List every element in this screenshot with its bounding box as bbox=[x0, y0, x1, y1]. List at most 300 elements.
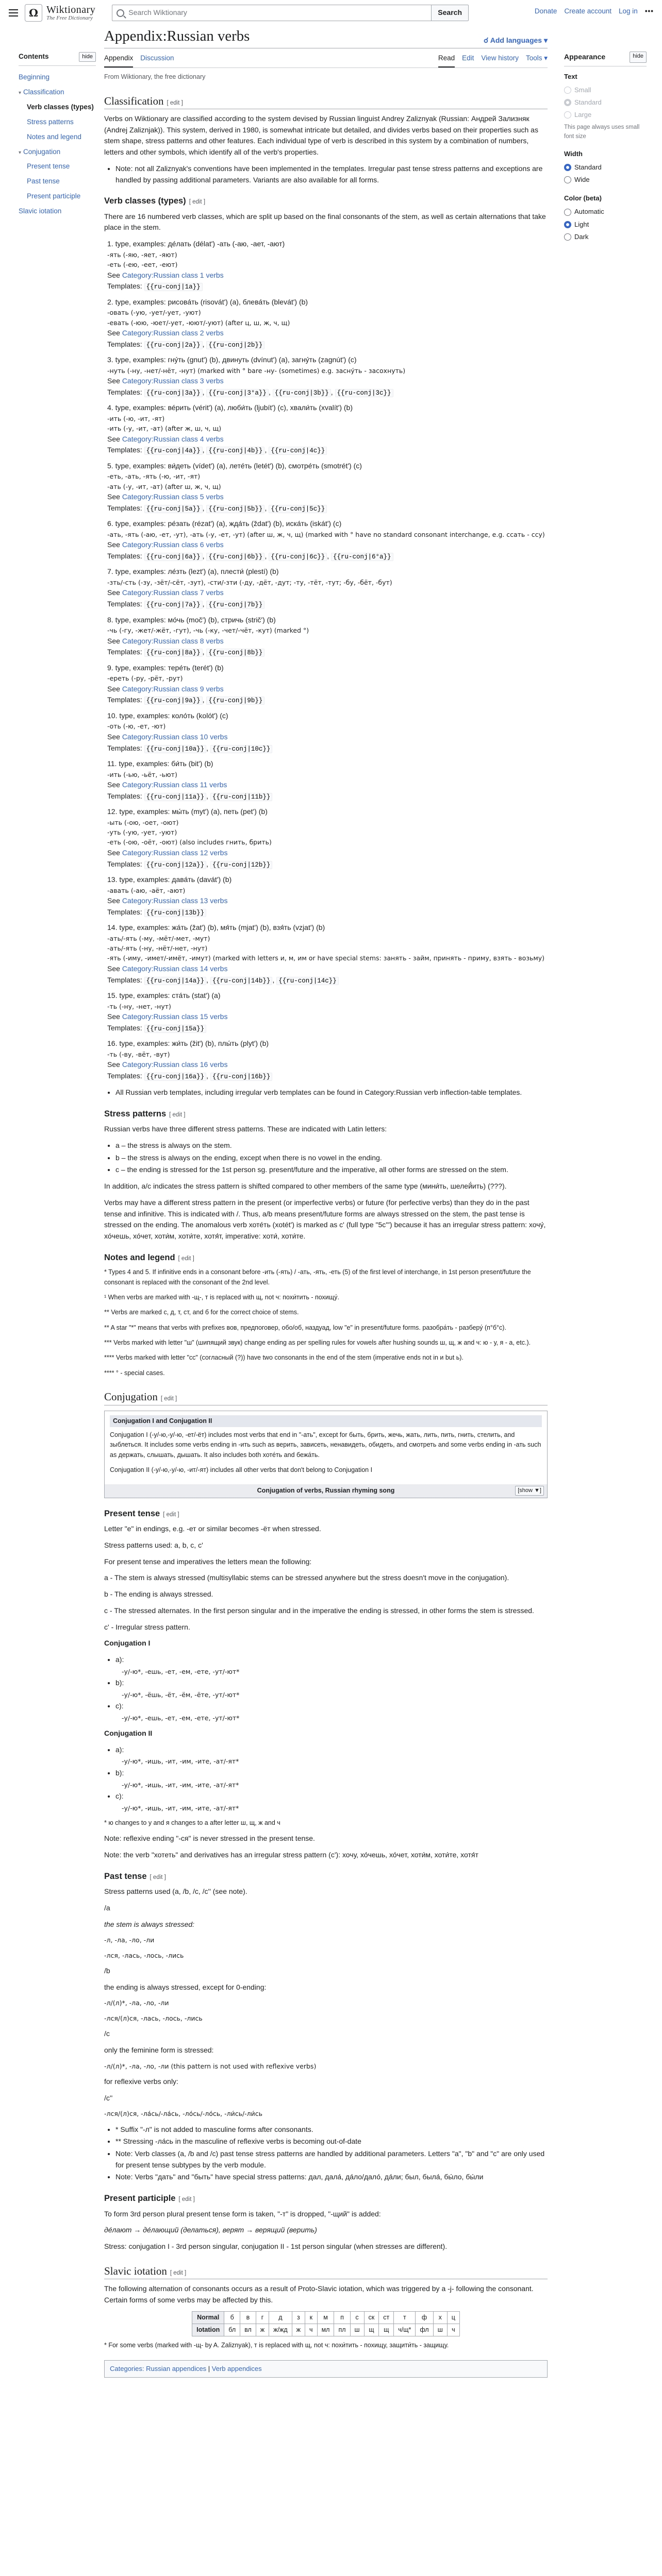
template-code[interactable]: {{ru-conj|4a}} bbox=[144, 447, 203, 455]
verb-class-templates: Templates: {{ru-conj|3a}} , {{ru-conj|3°a}} , {{ru-conj|3b}} , {{ru-conj|3c}} bbox=[107, 387, 548, 398]
template-code[interactable]: {{ru-conj|4c}} bbox=[269, 447, 327, 455]
past-forms: -л/(л)*, -ла, -ло, -ли (this pattern is not used with reflexive verbs) bbox=[104, 2062, 317, 2070]
conjugation-heading: Conjugation [ edit ] bbox=[104, 1389, 548, 1405]
present-paragraph: Letter "е" in endings, e.g. -ет or similar becomes -ёт when stressed. bbox=[104, 1524, 321, 1533]
toc-item[interactable] bbox=[19, 145, 96, 160]
verb-class-forms: -еть (-ею, -еет, -еют) bbox=[107, 261, 178, 269]
templates-label: Templates: bbox=[107, 791, 144, 800]
see-label: See bbox=[107, 377, 122, 385]
color-dark-option[interactable]: Dark bbox=[564, 231, 647, 243]
iotation-cell: п bbox=[334, 2311, 350, 2324]
conjugation-subheading: Conjugation I and Conjugation II bbox=[110, 1415, 542, 1427]
verb-class-templates: Templates: {{ru-conj|12a}} , {{ru-conj|12b}} bbox=[107, 859, 548, 870]
toc-item[interactable] bbox=[19, 189, 96, 204]
toc-item-label: Beginning bbox=[19, 73, 50, 81]
tab-tools[interactable]: Tools ▾ bbox=[525, 54, 548, 62]
verb-class-forms: -ить (-ю, -ит, -ят) bbox=[107, 414, 165, 422]
iotation-cell: с bbox=[350, 2311, 364, 2324]
verb-class-type: 11. type, examples: би́ть (bit') (b) bbox=[107, 759, 213, 768]
toc-item[interactable] bbox=[19, 115, 96, 130]
iotation-cell: г bbox=[256, 2311, 269, 2324]
verb-class-list bbox=[107, 239, 548, 1082]
verb-class-templates bbox=[107, 907, 548, 918]
page-title: Appendix:Russian verbs bbox=[104, 28, 250, 44]
conjugation-ending: -у/-ю*, -ишь, -ит, -им, -ите, -ат/-ят* bbox=[122, 1757, 239, 1766]
text-size-standard-option[interactable]: Standard bbox=[564, 96, 647, 109]
template-code[interactable]: {{ru-conj|5a}} bbox=[144, 505, 203, 513]
see-label: See bbox=[107, 329, 122, 337]
category-link[interactable]: Category:Russian class 15 verbs bbox=[122, 1012, 228, 1021]
text-size-label: Text bbox=[564, 72, 577, 80]
category-link[interactable]: Category:Russian class 16 verbs bbox=[122, 1060, 228, 1069]
category-links: Categories: Russian appendices | Verb appendices bbox=[104, 2360, 548, 2378]
conjugation-box bbox=[104, 1411, 548, 1498]
classification-intro: Verbs on Wiktionary are classified according to the system devised by Russian linguist Andrey Zaliznyak (Russian: Андрей Зализняк (Andrej Zaliznjak)). This system, derived in 1980, is somewhat intricate but detailed, and divides verbs based on their properties such as stem shape, stress patterns and other features. Each individual type of verb is described in this system by a combination of numbers, letters and other symbols, which identify all of the verb's properties. bbox=[104, 114, 538, 157]
appearance-hide-button[interactable]: hide bbox=[630, 52, 647, 63]
verb-class-forms: -ыть (-ою, -оет, -оют) bbox=[107, 818, 179, 826]
legend-note: *** Verbs marked with letter "ш" (шипящий звук) change ending as per spelling rules for vowels after hushing sounds ш, щ, ж and ч: ю - у, я - а, etc.). bbox=[104, 1339, 531, 1347]
create-account-link[interactable]: Create account bbox=[564, 7, 612, 15]
participle-example: де́лают → де́лающий (делаться), верят → верящий (верить) bbox=[104, 2226, 317, 2234]
verb-class-templates: Templates: {{ru-conj|8a}} , {{ru-conj|8b}} bbox=[107, 647, 548, 658]
template-code[interactable]: {{ru-conj|13b}} bbox=[144, 909, 207, 917]
search-icon bbox=[117, 9, 124, 17]
past-forms: -л, -ла, -ло, -ли bbox=[104, 1936, 155, 1944]
toc-item-label: Stress patterns bbox=[27, 117, 74, 126]
legend-note: ** A star "*" means that verbs with prefixes вов, предпоговер, обо/об, наздуад, low "е" in present/future forms. разобра́ть - разберу́ (п°б°с). bbox=[104, 1324, 506, 1331]
verb-classes-intro: There are 16 numbered verb classes, which are split up based on the final consonants of the stem, as well as certain alternations that take place in the stem. bbox=[104, 212, 546, 232]
edit-link[interactable]: [ edit ] bbox=[150, 1874, 166, 1880]
chevron-down-icon[interactable]: ▾ bbox=[19, 90, 22, 96]
navbox-title: Conjugation of verbs, Russian rhyming song bbox=[257, 1487, 395, 1495]
toc-item[interactable] bbox=[19, 159, 96, 174]
category-link[interactable]: Category:Russian class 7 verbs bbox=[122, 588, 224, 597]
verb-class-see bbox=[107, 492, 548, 503]
more-options-icon[interactable]: ••• bbox=[644, 7, 654, 15]
edit-link[interactable]: [ edit ] bbox=[169, 1111, 186, 1118]
templates-label: Templates: bbox=[107, 1023, 144, 1032]
verb-class-see bbox=[107, 1011, 548, 1023]
iotation-cell: ч bbox=[305, 2324, 318, 2336]
verb-class-see bbox=[107, 328, 548, 339]
iotation-cell: фл bbox=[416, 2324, 433, 2336]
verb-class-see bbox=[107, 434, 548, 445]
toc-item-label: Classification bbox=[23, 88, 64, 96]
iotation-cell: д bbox=[269, 2311, 292, 2324]
color-automatic-option[interactable]: Automatic bbox=[564, 206, 647, 218]
site-logo[interactable] bbox=[25, 4, 95, 22]
category-link[interactable]: Category:Russian class 5 verbs bbox=[122, 493, 224, 501]
category-link[interactable]: Category:Russian class 2 verbs bbox=[122, 329, 224, 337]
category-link[interactable]: Category:Russian class 10 verbs bbox=[122, 732, 228, 741]
present-participle-heading: Present participle [ edit ] bbox=[104, 2194, 195, 2204]
toc-item[interactable] bbox=[19, 100, 96, 115]
past-label: /c bbox=[104, 2029, 110, 2038]
navbox-show-button[interactable]: [show ▼] bbox=[515, 1486, 544, 1496]
text-size-small-option[interactable]: Small bbox=[564, 84, 647, 96]
present-paragraph: Note: the verb "хотеть" and derivatives has an irregular stress pattern (c'): хочу, хо́чешь, хо́чет, хоти́м, хоти́те, хотя́т bbox=[104, 1851, 478, 1859]
see-label: See bbox=[107, 434, 122, 443]
classification-heading: Classification [ edit ] bbox=[104, 94, 548, 109]
iotation-cell: в bbox=[240, 2311, 256, 2324]
tab-appendix[interactable]: Appendix bbox=[104, 52, 133, 67]
category-link[interactable]: Category:Russian class 12 verbs bbox=[122, 848, 228, 857]
toc-item-label: Past tense bbox=[27, 177, 60, 185]
verb-class-see bbox=[107, 587, 548, 599]
present-paragraph: c' - Irregular stress pattern. bbox=[104, 1622, 190, 1631]
iotation-cell: вл bbox=[240, 2324, 256, 2336]
edit-link[interactable]: [ edit ] bbox=[170, 2269, 187, 2276]
legend-note: ** Verbs are marked с, д, т, ст, and б for the correct choice of stems. bbox=[104, 1309, 299, 1316]
edit-link[interactable]: [ edit ] bbox=[178, 2196, 195, 2203]
iotation-row-header: Iotation bbox=[192, 2324, 224, 2336]
verb-class-see bbox=[107, 539, 548, 551]
verb-class-forms: -ять (-яю, -яет, -яют) bbox=[107, 250, 177, 259]
text-size-large-option[interactable]: Large bbox=[564, 109, 647, 121]
see-label: See bbox=[107, 684, 122, 693]
verb-class-forms: -ереть (-ру, -рёт, -рут) bbox=[107, 674, 183, 683]
verb-class-forms: -овать (-ую, -ует/-ует, -уют) bbox=[107, 309, 201, 317]
conjugation-paragraph: Conjugation I (-у/-ю,-у/-ю, -ет/-ёт) includes most verbs that end in "-ать", except for быть, брить, жечь, жать, лить, пить, гнить, стелить, and зыблеться. It includes some verbs ending in -ить such as верить, зависеть, ненавидеть, обидеть, and смотреть and some verbs ending in -ать such as держать, слышать, дышать. It also includes both хоте́ть and бежа́ть. bbox=[110, 1431, 541, 1459]
verb-class-item bbox=[107, 1038, 548, 1082]
iotation-cell: мл bbox=[317, 2324, 334, 2336]
iotation-cell: ш bbox=[350, 2324, 364, 2336]
toc-item[interactable] bbox=[19, 130, 96, 145]
radio-icon bbox=[564, 221, 571, 228]
verb-class-templates: Templates: {{ru-conj|6a}} , {{ru-conj|6b}} , {{ru-conj|6c}} , {{ru-conj|6°a}} bbox=[107, 551, 548, 562]
edit-link[interactable]: [ edit ] bbox=[167, 99, 183, 106]
verb-class-type: 13. type, examples: дава́ть (davát') (b) bbox=[107, 875, 232, 884]
from-line: From Wiktionary, the free dictionary bbox=[104, 73, 206, 81]
conjugation-ending: • a): bbox=[115, 1744, 548, 1756]
past-forms: -л/(л)*, -ла, -ло, -ли bbox=[104, 1999, 169, 2007]
category-link[interactable]: Category:Russian class 11 verbs bbox=[122, 780, 227, 789]
conjugation-ending: -у/-ю*, -ишь, -ит, -им, -ите, -ат/-ят* bbox=[122, 1804, 239, 1812]
category-link[interactable]: Category:Russian class 8 verbs bbox=[122, 636, 224, 645]
slavic-iotation-heading: Slavic iotation [ edit ] bbox=[104, 2264, 548, 2279]
verb-class-item bbox=[107, 402, 548, 456]
stress-intro: Russian verbs have three different stress patterns. These are indicated with Latin letters: bbox=[104, 1125, 387, 1133]
past-paragraph: the ending is always stressed, except for 0-ending: bbox=[104, 1982, 267, 1991]
verb-class-forms: -еть, -ать, -ять (-ю, -ит, -ят) bbox=[107, 472, 201, 481]
appearance-panel bbox=[564, 52, 647, 250]
past-paragraph: only the feminine form is stressed: bbox=[104, 2045, 214, 2054]
template-code[interactable]: {{ru-conj|12b}} bbox=[210, 861, 273, 869]
verb-class-templates bbox=[107, 281, 548, 292]
verb-class-forms: -оть (-ю, -ет, -ют) bbox=[107, 722, 166, 731]
verb-class-type: 14. type, examples: жа́ть (žat') (b), мя́ть (mjat') (b), взя́ть (vzjat') (b) bbox=[107, 923, 325, 932]
donate-link[interactable]: Donate bbox=[534, 7, 557, 15]
color-light-option[interactable]: Light bbox=[564, 218, 647, 231]
category-link[interactable]: Category:Russian class 9 verbs bbox=[122, 684, 224, 693]
template-code[interactable]: {{ru-conj|11a}} bbox=[144, 793, 207, 801]
notes-legend-heading: Notes and legend [ edit ] bbox=[104, 1252, 194, 1262]
verb-class-item bbox=[107, 354, 548, 398]
see-label: See bbox=[107, 964, 122, 973]
search-button[interactable]: Search bbox=[432, 5, 469, 21]
verb-class-templates: Templates: {{ru-conj|10a}} , {{ru-conj|10c}} bbox=[107, 743, 548, 754]
radio-icon bbox=[564, 233, 571, 241]
template-code[interactable]: {{ru-conj|15a}} bbox=[144, 1025, 207, 1033]
legend-note: ¹ When verbs are marked with -щ-, т is replaced with щ, not ч: похи́тить - похищу́. bbox=[104, 1293, 339, 1301]
iotation-row-header: Normal bbox=[192, 2311, 224, 2324]
verb-classes-heading: Verb classes (types) [ edit ] bbox=[104, 196, 206, 206]
width-label: Width bbox=[564, 149, 583, 158]
participle-paragraph: Stress: conjugation I - 3rd person singular, conjugation II - 1st person singular (when stresses are different). bbox=[104, 2242, 448, 2251]
past-paragraph: Stress patterns used (a, /b, /c, /c'' (see note). bbox=[104, 1887, 247, 1896]
verb-class-see bbox=[107, 779, 548, 791]
add-languages-button[interactable]: ☌ Add languages ▾ bbox=[483, 36, 548, 44]
template-code[interactable]: {{ru-conj|10a}} bbox=[144, 745, 207, 753]
verb-class-item bbox=[107, 922, 548, 986]
template-code[interactable]: {{ru-conj|14b}} bbox=[210, 977, 273, 985]
templates-label: Templates: bbox=[107, 975, 144, 984]
verb-class-forms: -уть (-ую, -ует, -уют) bbox=[107, 828, 177, 837]
templates-label: Templates: bbox=[107, 743, 144, 752]
stress-paragraph: In addition, a/c indicates the stress pattern is shifted compared to other members of the same type (мини́ть, шелей́ить) (???). bbox=[104, 1182, 507, 1191]
template-code[interactable]: {{ru-conj|7b}} bbox=[206, 601, 264, 609]
legend-note: * Types 4 and 5. If infinitive ends in a consonant before -ить (-ять) / -ать, -ять, -еть (5) of the first level of interchange, in 1st person present/future the consonant is replaced with the consonant of the 2nd level. bbox=[104, 1268, 531, 1286]
chevron-down-icon[interactable]: ▾ bbox=[19, 149, 22, 156]
verb-class-templates bbox=[107, 1023, 548, 1034]
past-note: • Note: Verb classes (a, /b and /c) past tense stress patterns are handled by additional parameters. Letters "a", "b" and "c" are only used for present tense subtypes by the verb module. bbox=[115, 2148, 548, 2171]
search-input[interactable]: Search Wiktionary bbox=[112, 5, 432, 21]
template-code[interactable]: {{ru-conj|16a}} bbox=[144, 1073, 207, 1081]
toc-item[interactable] bbox=[19, 85, 96, 100]
template-code[interactable]: {{ru-conj|9a}} bbox=[144, 697, 203, 705]
stress-patterns-heading: Stress patterns [ edit ] bbox=[104, 1109, 186, 1118]
templates-label: Templates: bbox=[107, 552, 144, 561]
verb-class-item bbox=[107, 518, 548, 562]
edit-link[interactable]: [ edit ] bbox=[178, 1255, 194, 1262]
template-code[interactable]: {{ru-conj|6a}} bbox=[144, 553, 203, 561]
iotation-paragraph: The following alternation of consonants occurs as a result of Proto-Slavic iotation, which was triggered by a -j- following the consonant. Certain forms of some verbs may be affected by this. bbox=[104, 2284, 534, 2304]
radio-icon bbox=[564, 164, 571, 171]
past-paragraph: for reflexive verbs only: bbox=[104, 2077, 178, 2086]
category-link[interactable]: Category:Russian class 13 verbs bbox=[122, 896, 228, 905]
conjugation-ending: • b): bbox=[115, 1677, 548, 1689]
conjugation-ending: • b): bbox=[115, 1768, 548, 1779]
verb-class-forms: -ить (-у, -ит, -ат) (after ж, ш, ч, щ) bbox=[107, 425, 222, 433]
verb-class-see bbox=[107, 963, 548, 975]
present-paragraph: Note: reflexive ending "-ся" is never stressed in the present tense. bbox=[104, 1834, 315, 1843]
categories-label[interactable]: Categories: bbox=[110, 2364, 144, 2372]
template-code[interactable]: {{ru-conj|16b}} bbox=[210, 1073, 273, 1081]
templates-label: Templates: bbox=[107, 696, 144, 704]
present-paragraph: b - The ending is always stressed. bbox=[104, 1590, 213, 1599]
template-code[interactable]: {{ru-conj|4b}} bbox=[206, 447, 264, 455]
verb-class-item bbox=[107, 239, 548, 293]
category-link[interactable]: Verb appendices bbox=[211, 2364, 262, 2372]
templates-label: Templates: bbox=[107, 340, 144, 348]
template-code[interactable]: {{ru-conj|9b}} bbox=[206, 697, 264, 705]
conjugation-2-label: Conjugation II bbox=[104, 1729, 153, 1738]
radio-icon bbox=[564, 209, 571, 216]
conjugation-paragraph: Conjugation II (-у/-ю,-у/-ю, -ит/-ят) includes all other verbs that don't belong to Conjugation I bbox=[110, 1466, 373, 1474]
irregular-note: • All Russian verb templates, including irregular verb templates can be found in Category:Russian verb inflection-table templates. bbox=[115, 1087, 548, 1098]
verb-class-item bbox=[107, 566, 548, 610]
verb-class-forms: -ать, -ять (-аю, -ет, -ут), -ать (-у, -ет, -ут) (after ш, ж, ч, щ) (marked with ° have no standard consonant interchange, e.g. ссать - ссу) bbox=[107, 530, 545, 538]
template-code[interactable]: {{ru-conj|3c}} bbox=[335, 389, 393, 397]
category-link[interactable]: Category:Russian class 6 verbs bbox=[122, 540, 224, 549]
stress-item: • a – the stress is always on the stem. bbox=[115, 1140, 548, 1151]
log-in-link[interactable]: Log in bbox=[619, 7, 638, 15]
verb-class-see bbox=[107, 684, 548, 695]
see-label: See bbox=[107, 1060, 122, 1069]
template-code[interactable]: {{ru-conj|12a}} bbox=[144, 861, 207, 869]
classification-note: • Note: not all Zaliznyak's conventions have been implemented in the templates. Irregular past tense stress patterns and exceptions are handled by passing additional parameters. Variants are also available for all forms. bbox=[115, 163, 548, 185]
verb-class-see bbox=[107, 895, 548, 907]
participle-paragraph: To form 3rd person plural present tense form is taken, "-т" is dropped, "-щий" is added: bbox=[104, 2209, 381, 2218]
iotation-cell: ч/щ* bbox=[394, 2324, 416, 2336]
tab-edit[interactable]: Edit bbox=[462, 54, 474, 62]
template-code[interactable]: {{ru-conj|7a}} bbox=[144, 601, 203, 609]
edit-link[interactable]: [ edit ] bbox=[160, 1396, 177, 1402]
verb-class-item bbox=[107, 297, 548, 351]
verb-class-type: 2. type, examples: рисова́ть (risovát') (a), блева́ть (blevát') (b) bbox=[107, 297, 308, 306]
iotation-cell: бл bbox=[224, 2324, 240, 2336]
conjugation-ending: -у/-ю*, -ёшь, -ёт, -ём, -ёте, -ут/-ют* bbox=[122, 1690, 240, 1699]
see-label: See bbox=[107, 848, 122, 857]
verb-class-item bbox=[107, 663, 548, 706]
template-code[interactable]: {{ru-conj|11b}} bbox=[210, 793, 273, 801]
template-code[interactable]: {{ru-conj|6b}} bbox=[206, 553, 264, 561]
verb-class-type: 7. type, examples: ле́зть (lezt') (a), плести́ (plestí) (b) bbox=[107, 567, 279, 576]
main-menu-button[interactable] bbox=[6, 6, 21, 20]
stress-paragraph: Verbs may have a different stress pattern in the present (or imperfective verbs) or future (for perfective verbs) than they do in the past tense and infinitive. This is indicated with /. Thus, a/b means present/future forms are always stressed on the stem, the past tense is stressed on the ending. The anomalous verb хоте́ть (xotét') is marked as c' (full type "5c'") because it has an irregular stress pattern: хочу́, хо́чешь, хо́чет, хоти́м, хоти́те, хотя́т, imperative: хоти́, хоти́те. bbox=[104, 1198, 546, 1240]
radio-icon bbox=[564, 87, 571, 94]
template-code[interactable]: {{ru-conj|8a}} bbox=[144, 649, 203, 657]
toc-item[interactable] bbox=[19, 204, 96, 219]
conjugation-ending: • a): bbox=[115, 1654, 548, 1666]
toc-item[interactable] bbox=[19, 174, 96, 189]
iotation-cell: ст bbox=[379, 2311, 394, 2324]
past-note: • ** Stressing -ла́сь in the masculine of reflexive verbs is becoming out-of-date bbox=[115, 2136, 548, 2147]
template-code[interactable]: {{ru-conj|6°a}} bbox=[331, 553, 393, 561]
present-footnote: * ю changes to у and я changes to а after letter ш, щ, ж and ч bbox=[104, 1819, 280, 1826]
search-form bbox=[112, 5, 469, 21]
width-standard-option[interactable]: Standard bbox=[564, 161, 647, 174]
see-label: See bbox=[107, 780, 122, 789]
iotation-cell: к bbox=[305, 2311, 318, 2324]
verb-class-type: 10. type, examples: коло́ть (kolót') (c) bbox=[107, 711, 228, 720]
tab-view-history[interactable]: View history bbox=[481, 54, 519, 62]
iotation-cell: ж/жд bbox=[269, 2324, 292, 2336]
past-note: • Note: Verbs "дать" and "быть" have special stress patterns: дал, дала́, да́ло/дало́, да́ли; был, была́, бы́ло, бы́ли bbox=[115, 2172, 548, 2183]
verb-class-templates: Templates: {{ru-conj|5a}} , {{ru-conj|5b}} , {{ru-conj|5c}} bbox=[107, 503, 548, 514]
verb-class-forms: -ть (-ну, -нет, -нут) bbox=[107, 1002, 171, 1010]
templates-label: Templates: bbox=[107, 859, 144, 868]
iotation-cell: ф bbox=[416, 2311, 433, 2324]
iotation-table bbox=[192, 2311, 460, 2337]
verb-class-type: 16. type, examples: жи́ть (žit') (b), плы́ть (plyt') (b) bbox=[107, 1039, 269, 1048]
verb-class-type: 6. type, examples: ре́зать (rézat') (a), жда́ть (ždat') (b), иска́ть (iskát') (c) bbox=[107, 519, 342, 528]
wiktionary-logo-icon: Ω bbox=[25, 4, 42, 22]
edit-link[interactable]: [ edit ] bbox=[189, 199, 206, 206]
template-code[interactable]: {{ru-conj|14a}} bbox=[144, 977, 207, 985]
template-code[interactable]: {{ru-conj|8b}} bbox=[206, 649, 264, 657]
category-link[interactable]: Category:Russian class 4 verbs bbox=[122, 434, 224, 443]
template-code[interactable]: {{ru-conj|14c}} bbox=[276, 977, 339, 985]
radio-icon bbox=[564, 176, 571, 183]
verb-class-type: 8. type, examples: мо́чь (moč') (b), стричь (stričʹ) (b) bbox=[107, 615, 276, 624]
iotation-cell: ск bbox=[364, 2311, 379, 2324]
verb-class-templates: Templates: {{ru-conj|9a}} , {{ru-conj|9b}} bbox=[107, 694, 548, 706]
category-link[interactable]: Category:Russian class 1 verbs bbox=[122, 270, 224, 279]
iotation-cell: щ bbox=[379, 2324, 394, 2336]
present-paragraph: c - The stressed alternates. In the first person singular and in the imperative the ending is stressed, in other forms the stem is stressed. bbox=[104, 1606, 534, 1615]
category-link[interactable]: Russian appendices bbox=[146, 2364, 207, 2372]
toc-item-label: Verb classes (types) bbox=[27, 103, 94, 111]
see-label: See bbox=[107, 1012, 122, 1021]
present-paragraph: a - The stem is always stressed (multisyllabic stems can be stressed anywhere but the stress doesn't move in the conjugation). bbox=[104, 1573, 509, 1582]
template-code[interactable]: {{ru-conj|2a}} bbox=[144, 341, 203, 349]
verb-class-templates: Templates: {{ru-conj|2a}} , {{ru-conj|2b}} bbox=[107, 339, 548, 350]
conjugation-ending: • c): bbox=[115, 1701, 548, 1712]
site-tagline: The Free Dictionary bbox=[46, 14, 93, 21]
templates-label: Templates: bbox=[107, 446, 144, 454]
verb-class-item bbox=[107, 874, 548, 918]
template-code[interactable]: {{ru-conj|5c}} bbox=[269, 505, 327, 513]
toc-item-label: Present participle bbox=[27, 192, 81, 200]
personal-tools bbox=[535, 6, 654, 17]
verb-class-type: 5. type, examples: ви́деть (vídet') (a), лете́ть (letét') (b), смотре́ть (smotrét') (c) bbox=[107, 461, 362, 470]
past-paragraph: the stem is always stressed: bbox=[104, 1920, 195, 1928]
toc-hide-button[interactable]: hide bbox=[79, 52, 96, 62]
tab-discussion[interactable]: Discussion bbox=[140, 54, 174, 62]
verb-class-item bbox=[107, 990, 548, 1034]
toc-title: Contents bbox=[19, 53, 49, 60]
iotation-cell: ж bbox=[292, 2324, 305, 2336]
verb-class-type: 3. type, examples: гну́ть (gnut') (b), двинуть (dvínut') (a), загну́ть (zagnút') (c) bbox=[107, 355, 357, 364]
template-code[interactable]: {{ru-conj|5b}} bbox=[206, 505, 264, 513]
past-tense-heading: Past tense [ edit ] bbox=[104, 1871, 166, 1881]
template-code[interactable]: {{ru-conj|1a}} bbox=[144, 283, 203, 291]
verb-class-forms: -нуть (-ну, -нет/-нёт, -нут) (marked with ° bare -ну- (sometimes) e.g. засну́ть - засохнуть) bbox=[107, 366, 406, 375]
template-code[interactable]: {{ru-conj|3b}} bbox=[273, 389, 331, 397]
past-label: /a bbox=[104, 1903, 110, 1912]
template-code[interactable]: {{ru-conj|10c}} bbox=[210, 745, 273, 753]
past-forms: -лся/(л)ся, -ла́сь/-ла́сь, -ло́сь/-ло́сь, -ли́сь/-ли́сь bbox=[104, 2110, 263, 2118]
iotation-footnote: * For some verbs (marked with -щ- by A. Zaliznyak), т is replaced with щ, not ч: похи́тить - похищу, защити́ть - защищу. bbox=[104, 2342, 449, 2349]
category-link[interactable]: Category:Russian class 3 verbs bbox=[122, 377, 224, 385]
past-forms: -лся/(л)ся, -лась, -лось, -лись bbox=[104, 2014, 203, 2022]
template-code[interactable]: {{ru-conj|2b}} bbox=[206, 341, 264, 349]
appearance-title: Appearance bbox=[564, 53, 606, 61]
iotation-cell: т bbox=[394, 2311, 416, 2324]
verb-class-forms: -еть (-ою, -оёт, -оют) (also includes гнить, брить) bbox=[107, 838, 272, 846]
category-link[interactable]: Category:Russian class 14 verbs bbox=[122, 964, 228, 973]
template-code[interactable]: {{ru-conj|3°a}} bbox=[206, 389, 269, 397]
verb-class-see bbox=[107, 732, 548, 743]
verb-class-forms: -авать (-аю, -аёт, -ают) bbox=[107, 886, 186, 894]
conjugation-ending: • c): bbox=[115, 1791, 548, 1802]
toc-item[interactable] bbox=[19, 70, 96, 85]
edit-link[interactable]: [ edit ] bbox=[163, 1511, 179, 1518]
width-wide-option[interactable]: Wide bbox=[564, 174, 647, 186]
notes-list bbox=[104, 1267, 548, 1378]
past-label: /c'' bbox=[104, 2093, 113, 2102]
template-code[interactable]: {{ru-conj|6c}} bbox=[269, 553, 327, 561]
see-label: See bbox=[107, 636, 122, 645]
verb-class-forms: -евать (-юю, -юет/-ует, -юют/-уют) (after ц, ш, ж, ч, щ) bbox=[107, 318, 290, 327]
iotation-cell: ш bbox=[433, 2324, 447, 2336]
tab-read[interactable]: Read bbox=[438, 52, 455, 67]
template-code[interactable]: {{ru-conj|3a}} bbox=[144, 389, 203, 397]
see-label: See bbox=[107, 540, 122, 549]
past-forms: -лся, -лась, -лось, -лись bbox=[104, 1951, 184, 1959]
verb-class-forms: -зть/-сть (-зу, -зёт/-сёт, -зут), -сти/-зти (-ду, -дёт, -дут; -ту, -тёт, -тут; -бу, -бёт, -бут) bbox=[107, 579, 392, 587]
